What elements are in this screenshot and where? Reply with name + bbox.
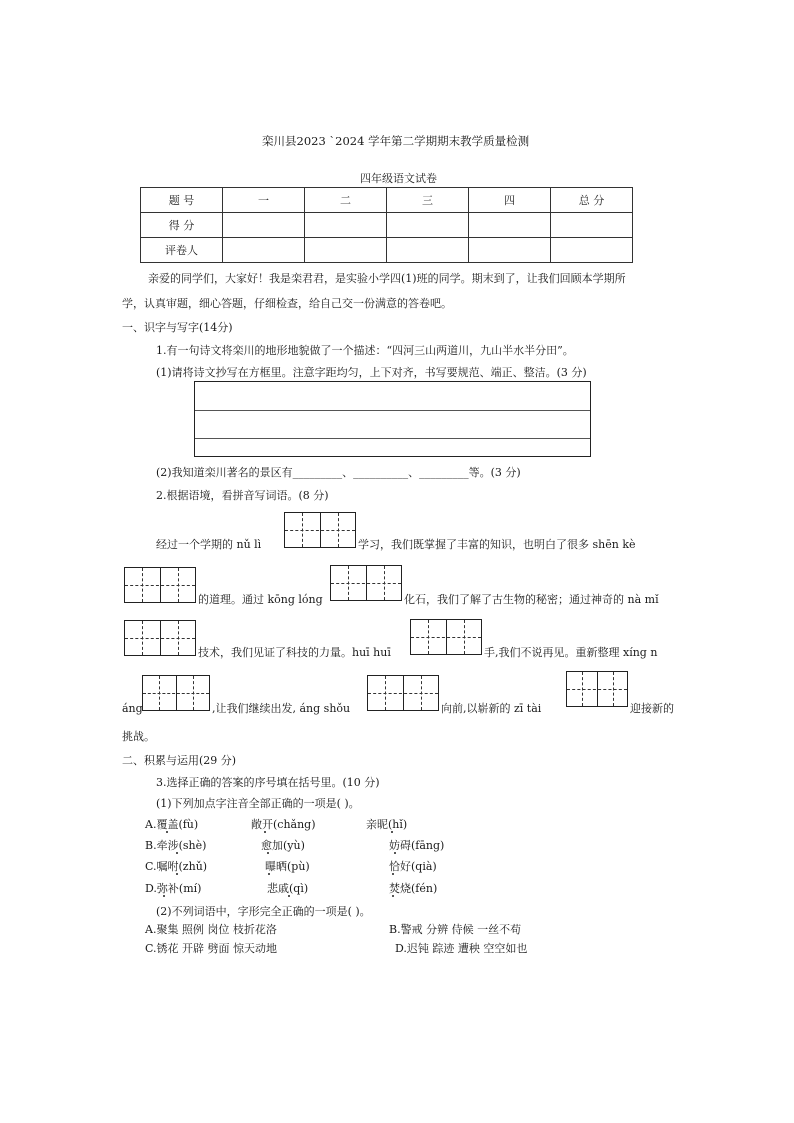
copy-writing-box[interactable] bbox=[194, 381, 591, 457]
emphasis-dot bbox=[166, 831, 168, 833]
option-d1[interactable]: D.弥补(mí) bbox=[145, 882, 202, 895]
intro-line-1: 亲爱的同学们，大家好！我是栾君君，是实验小学四(1)班的同学。期末到了，让我们回顾本学期所 bbox=[148, 272, 626, 285]
emphasis-dot bbox=[267, 852, 269, 854]
pinyin-text: 化石，我们了解了古生物的秘密；通过神奇的 nà mǐ bbox=[404, 593, 659, 606]
exam-title: 栾川县2023 `2024 学年第二学期期末教学质量检测 bbox=[262, 134, 530, 148]
table-cell: 题 号 bbox=[141, 188, 223, 213]
score-input-cell[interactable] bbox=[469, 213, 551, 238]
option-b1[interactable]: B.牵涉(shè) bbox=[145, 839, 207, 852]
emphasis-dot bbox=[394, 852, 396, 854]
grader-input-cell[interactable] bbox=[469, 238, 551, 263]
pinyin-text: 经过一个学期的 nǔ lì bbox=[156, 538, 262, 551]
table-cell: 总 分 bbox=[551, 188, 633, 213]
answer-grid-xingnang[interactable] bbox=[142, 675, 210, 711]
answer-grid-konglong[interactable] bbox=[330, 565, 402, 601]
emphasis-dot bbox=[391, 831, 393, 833]
table-row bbox=[141, 188, 633, 213]
pinyin-text: 学习，我们既掌握了丰富的知识，也明白了很多 shēn kè bbox=[358, 538, 636, 551]
grader-input-cell[interactable] bbox=[387, 238, 469, 263]
answer-grid-nami[interactable] bbox=[124, 620, 196, 656]
section-1-heading: 一、识字与写字(14分) bbox=[122, 321, 233, 334]
pinyin-text: 挑战。 bbox=[122, 730, 155, 743]
exam-subtitle: 四年级语文试卷 bbox=[360, 172, 437, 185]
option-c3: 恰好(qià) bbox=[389, 860, 437, 873]
pinyin-text: 迎接新的 bbox=[630, 702, 674, 715]
option-b2: 愈加(yù) bbox=[261, 839, 305, 852]
table-cell: 三 bbox=[387, 188, 469, 213]
question-1-1: (1)请将诗文抄写在方框里。注意字距均匀，上下对齐，书写要规范、端正、整洁。(3 分) bbox=[156, 366, 587, 379]
option-2b[interactable]: B.警戒 分辨 侍候 一丝不苟 bbox=[389, 923, 522, 936]
score-input-cell[interactable] bbox=[305, 213, 387, 238]
question-3: 3.选择正确的答案的序号填在括号里。(10 分) bbox=[156, 776, 380, 789]
emphasis-dot bbox=[176, 852, 178, 854]
pinyin-text: ,让我们继续出发, áng shǒu bbox=[212, 702, 351, 715]
grader-input-cell[interactable] bbox=[551, 238, 633, 263]
pinyin-text: 向前,以崭新的 zī tài bbox=[441, 702, 542, 715]
section-2-heading: 二、积累与运用(29 分) bbox=[122, 754, 237, 767]
table-cell: 得 分 bbox=[141, 213, 223, 238]
question-3-2: (2)不列词语中，字形完全正确的一项是( )。 bbox=[156, 905, 371, 918]
table-cell: 二 bbox=[305, 188, 387, 213]
option-2a[interactable]: A.聚集 照例 岗位 枝折花洛 bbox=[145, 923, 277, 936]
table-cell: 评卷人 bbox=[141, 238, 223, 263]
table-row bbox=[141, 213, 633, 238]
option-d3: 焚烧(fén) bbox=[389, 882, 438, 895]
pinyin-text: 手,我们不说再见。重新整理 xíng n bbox=[484, 646, 658, 659]
pinyin-text: áng bbox=[122, 702, 143, 715]
option-d2: 悲戚(qì) bbox=[267, 882, 309, 895]
option-2c[interactable]: C.锈花 开辟 劈面 惊天动地 bbox=[145, 942, 278, 955]
question-3-1: (1)下列加点字注音全部正确的一项是( )。 bbox=[156, 797, 360, 810]
score-table bbox=[140, 187, 633, 263]
option-b3: 妨碍(fāng) bbox=[389, 839, 445, 852]
pinyin-text: 技术，我们见证了科技的力量。huī huī bbox=[198, 646, 391, 659]
option-a1[interactable]: A.覆盖(fù) bbox=[145, 818, 199, 831]
emphasis-dot bbox=[268, 873, 270, 875]
answer-grid-shenke[interactable] bbox=[124, 567, 196, 603]
answer-grid-angshou[interactable] bbox=[367, 675, 439, 711]
emphasis-dot bbox=[163, 895, 165, 897]
question-1-2: (2)我知道栾川著名的景区有_________、__________、_________等。(3 分) bbox=[156, 466, 521, 479]
grader-input-cell[interactable] bbox=[223, 238, 305, 263]
pinyin-text: 的道理。通过 kōng lóng bbox=[198, 593, 323, 606]
option-c2: 曝晒(pù) bbox=[265, 860, 310, 873]
emphasis-dot bbox=[176, 873, 178, 875]
question-2: 2.根据语境，看拼音写词语。(8 分) bbox=[156, 489, 329, 502]
score-input-cell[interactable] bbox=[387, 213, 469, 238]
emphasis-dot bbox=[392, 895, 394, 897]
emphasis-dot bbox=[288, 895, 290, 897]
table-row bbox=[141, 238, 633, 263]
score-input-cell[interactable] bbox=[223, 213, 305, 238]
option-a2: 敞开(chǎng) bbox=[251, 818, 316, 831]
answer-grid-nuli[interactable] bbox=[284, 512, 356, 548]
question-1: 1.有一句诗文将栾川的地形地貌做了一个描述：“四河三山两道川，九山半水半分田”。 bbox=[156, 344, 574, 357]
table-cell: 四 bbox=[469, 188, 551, 213]
emphasis-dot bbox=[392, 873, 394, 875]
grader-input-cell[interactable] bbox=[305, 238, 387, 263]
option-a3: 亲昵(hǐ) bbox=[366, 818, 408, 831]
score-input-cell[interactable] bbox=[551, 213, 633, 238]
intro-line-2: 学，认真审题，细心答题，仔细检查，给自己交一份满意的答卷吧。 bbox=[122, 297, 452, 310]
answer-grid-huihui[interactable] bbox=[410, 619, 482, 655]
answer-grid-zitai[interactable] bbox=[566, 671, 628, 707]
emphasis-dot bbox=[264, 831, 266, 833]
option-c1[interactable]: C.嘱咐(zhǔ) bbox=[145, 860, 208, 873]
table-cell: 一 bbox=[223, 188, 305, 213]
option-2d[interactable]: D.迟钝 踪迹 遭秧 空空如也 bbox=[395, 942, 528, 955]
